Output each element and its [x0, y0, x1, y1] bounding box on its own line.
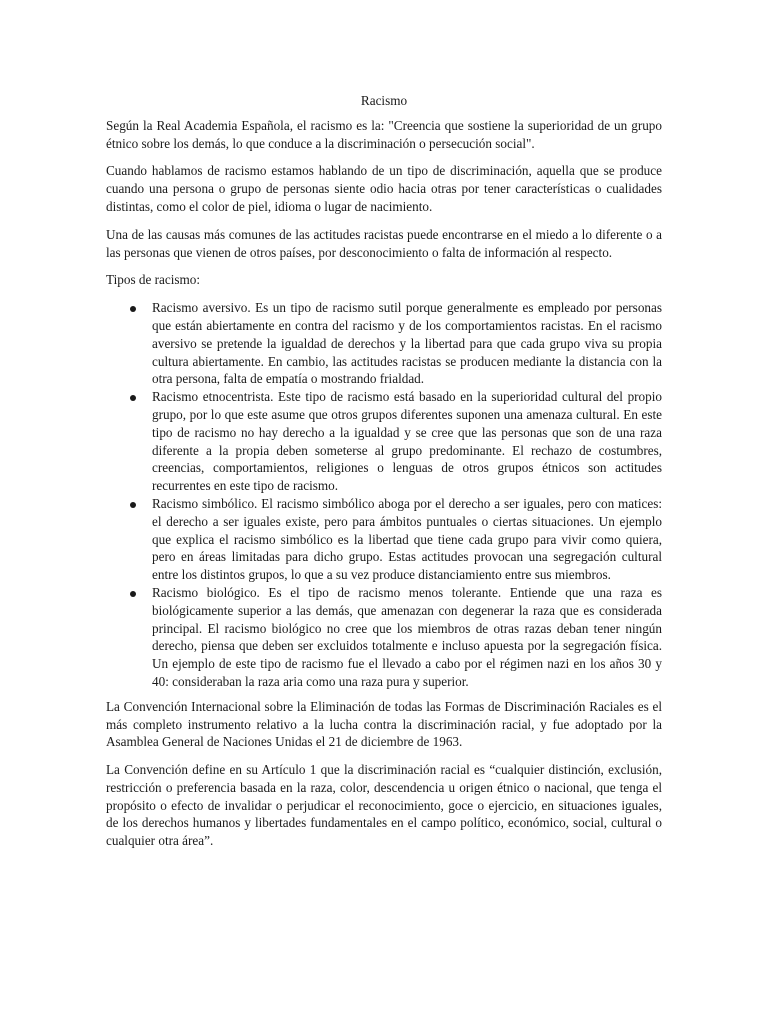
- types-list: [106, 299, 662, 691]
- list-item-text: Racismo etnocentrista. Este tipo de racismo está basado en la superioridad cultural del propio grupo, por lo que este asume que otros grupos diferentes suponen una amenaza cultural. En este tipo de racismo no hay derecho a la igualdad y se cree que las personas que son de una raza diferente a la propia deben someterse al grupo predominante. El rechazo de costumbres, creencias, comportamientos, religiones o lenguas de otros grupos étnicos son actitudes recurrentes en este tipo de racismo.: [152, 389, 662, 494]
- types-heading: Tipos de racismo:: [106, 272, 201, 288]
- intro-paragraph-discrimination: Cuando hablamos de racismo estamos hablando de un tipo de discriminación, aquella que se produce cuando una persona o grupo de personas siente odio hacia otras por tener características o cualidades distintas, como el color de piel, idioma o lugar de nacimiento.: [106, 163, 662, 214]
- list-item-text: Racismo simbólico. El racismo simbólico aboga por el derecho a ser iguales, pero con matices: el derecho a ser iguales existe, pero para ámbitos puntuales o ciertas situaciones. Un ejemplo que explica el racismo simbólico es la libertad que tiene cada grupo para vivir como quiera, pero en áreas limitadas para dicho grupo. Estas actitudes provocan una segregación cultural entre los distintos grupos, lo que a su vez produce distanciamiento entre sus miembros.: [152, 495, 662, 583]
- document-title: Racismo: [360, 93, 408, 108]
- bullet-icon: [130, 502, 136, 508]
- list-item: [106, 388, 662, 495]
- bullet-icon: [130, 395, 136, 401]
- list-item: [106, 495, 662, 584]
- intro-paragraph-definition: Según la Real Academia Española, el racismo es la: "Creencia que sostiene la superioridad de un grupo étnico sobre los demás, lo que conduce a la discriminación o persecución social".: [106, 117, 662, 151]
- list-item: [106, 584, 662, 691]
- document-page: [106, 92, 662, 860]
- closing-paragraph-article-1: La Convención define en su Artículo 1 que la discriminación racial es “cualquier distinción, exclusión, restricción o preferencia basada en la raza, color, descendencia u origen étnico o nacional, que tenga el propósito o efecto de invalidar o perjudicar el reconocimiento, goce o ejercicio, en situaciones iguales, de los derechos humanos y libertades fundamentales en el campo político, económico, social, cultural o cualquier otra área”.: [106, 762, 662, 849]
- intro-paragraph-causes: Una de las causas más comunes de las actitudes racistas puede encontrarse en el miedo a lo diferente o a las personas que vienen de otros países, por desconocimiento o falta de información al respecto.: [106, 226, 662, 260]
- closing-paragraph-convention: La Convención Internacional sobre la Eliminación de todas las Formas de Discriminación Raciales es el más completo instrumento relativo a la lucha contra la discriminación racial, y fue adoptado por la Asamblea General de Naciones Unidas el 21 de diciembre de 1963.: [106, 698, 662, 750]
- list-item-text: Racismo biológico. Es el tipo de racismo menos tolerante. Entiende que una raza es biológicamente superior a las demás, que amenazan con degenerar la raza que es considerada principal. El racismo biológico no cree que los miembros de otras razas deban tener ningún derecho, piensa que deben ser excluidos totalmente e incluso apuesta por la segregación física. Un ejemplo de este tipo de racismo fue el llevado a cabo por el régimen nazi en los años 30 y 40: consideraban la raza aria como una raza pura y superior.: [152, 584, 662, 689]
- list-item-text: Racismo aversivo. Es un tipo de racismo sutil porque generalmente es empleado por personas que están abiertamente en contra del racismo y de los comportamientos racistas. En el racismo aversivo se pretende la igualdad de derechos y la libertad para que cada grupo viva su propia cultura abiertamente. En cambio, las actitudes racistas se producen mediante la distancia con la otra persona, falta de empatía o mostrando frialdad.: [152, 300, 662, 387]
- bullet-icon: [130, 591, 136, 597]
- bullet-icon: [130, 306, 136, 312]
- list-item: [106, 299, 662, 388]
